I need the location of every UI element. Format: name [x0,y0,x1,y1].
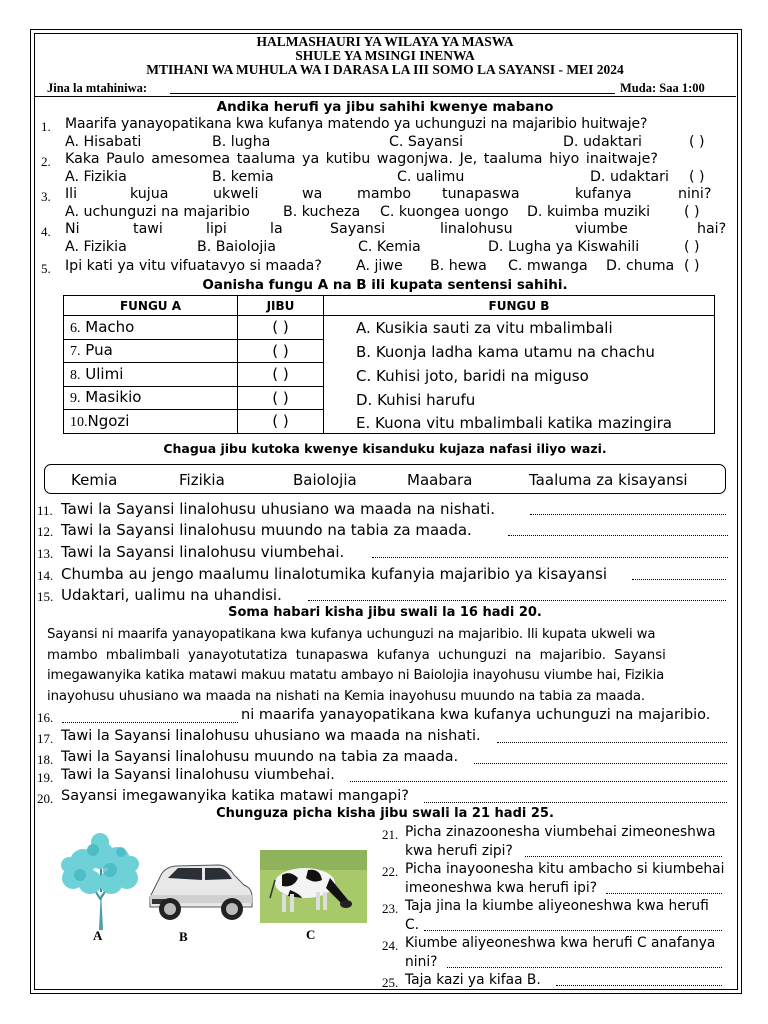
fungu-b-item-c: C. Kuhisi joto, baridi na miguso [356,367,589,385]
q14-text: Chumba au jengo maalumu linalotumika kufanyia majaribio ya kisayansi [61,565,608,583]
q17-number: 17. [37,731,54,746]
q4-word-4: la [270,221,283,237]
q24-line1: Kiumbe aliyeoneshwa kwa herufi C anafanya [405,935,716,951]
fungu-b-item-b: B. Kuonja ladha kama utamu na chachu [356,343,655,361]
row-number: 8. [70,367,81,383]
col-jibu: JIBU [238,296,324,316]
q1-text: Maarifa yanayopatikana kwa kufanya matendo ya uchunguzi na majaribio huitwaje? [65,116,648,132]
q3-option-c[interactable]: C. kuongea uongo [380,204,509,220]
col-fungu-b: FUNGU B [324,296,715,316]
cow-picture [260,850,367,923]
picture-label-c: C [306,927,316,942]
q4-word-8: hai? [697,221,727,237]
q2-option-a[interactable]: A. Fizikia [65,169,127,185]
section3-title: Chagua jibu kutoka kwenye kisanduku kujaza nafasi iliyo wazi. [163,441,607,456]
q25-line1: Taja kazi ya kifaa B. [405,972,541,988]
q5-option-a[interactable]: A. jiwe [356,258,403,274]
section5-title: Chunguza picha kisha jibu swali la 21 hadi 25. [216,806,554,821]
q1-option-c[interactable]: C. Sayansi [389,134,464,150]
q4-option-a[interactable]: A. Fizikia [65,239,127,255]
q4-option-d[interactable]: D. Lugha ya Kiswahili [488,239,640,255]
tree-picture [55,830,145,930]
q12-answer-line[interactable] [508,535,728,536]
q16-answer-line[interactable] [62,722,238,723]
q25-answer-line[interactable] [556,985,722,986]
q4-word-6: linalohusu [440,221,513,237]
q16-text: ni maarifa yanayopatikana kwa kufanya uchunguzi na majaribio. [241,707,711,723]
district-title: HALMASHAURI YA WILAYA YA MASWA [256,34,514,49]
picture-label-b: B [179,929,188,944]
q4-word-7: viumbe [575,221,628,237]
word-bank-item: Kemia [71,471,118,489]
row-item-a: Masikio [85,388,142,407]
q14-number: 14. [37,568,54,583]
q1-option-b[interactable]: B. lugha [212,134,271,150]
row-item-a: Ngozi [87,411,130,430]
q3-word-3: ukweli [213,186,259,202]
q23-number: 23. [382,901,399,916]
q4-answer-bracket[interactable]: ( ) [684,239,700,255]
section4-title: Soma habari kisha jibu swali la 16 hadi 20. [228,605,542,620]
q15-answer-line[interactable] [308,600,726,601]
q21-line2: kwa herufi zipi? [405,843,513,859]
q5-option-d[interactable]: D. chuma [606,258,675,274]
q4-word-3: lipi [206,221,227,237]
q21-line1: Picha zinazoonesha viumbehai zimeoneshwa [405,824,716,840]
word-bank-item: Fizikia [179,471,225,489]
q25-number: 25. [382,975,399,990]
q20-text: Sayansi imegawanyika katika matawi mangapi? [61,788,409,804]
q5-option-c[interactable]: C. mwanga [508,258,588,274]
row-number: 10. [70,414,88,430]
word-bank-item: Taaluma za kisayansi [529,471,688,489]
duration-label: Muda: Saa 1:00 [620,81,705,95]
q16-number: 16. [37,710,54,725]
q11-answer-line[interactable] [530,514,726,515]
q23-answer-line[interactable] [424,930,722,931]
q3-option-b[interactable]: B. kucheza [283,204,361,220]
q3-word-1: Ili [65,186,78,202]
q4-number: 4. [41,224,51,239]
q3-option-a[interactable]: A. uchunguzi na majaribio [65,204,250,220]
q2-option-c[interactable]: C. ualimu [397,169,465,185]
q21-number: 21. [382,827,399,842]
answer-bracket[interactable]: ( ) [238,339,324,363]
q3-option-d[interactable]: D. kuimba muziki [527,204,651,220]
q15-number: 15. [37,589,54,604]
q18-number: 18. [37,752,54,767]
q17-text: Tawi la Sayansi linalohusu uhusiano wa maada na nishati. [61,728,481,744]
q4-word-2: tawi [133,221,163,237]
q4-option-c[interactable]: C. Kemia [358,239,421,255]
candidate-name-line[interactable] [170,93,615,94]
fungu-b-item-a: A. Kusikia sauti za vitu mbalimbali [356,319,613,337]
q18-answer-line[interactable] [474,763,727,764]
q2-answer-bracket[interactable]: ( ) [689,169,705,185]
q3-word-7: kufanya [575,186,632,202]
word-bank-box [44,464,726,494]
q2-option-b[interactable]: B. kemia [212,169,274,185]
passage-line: Sayansi ni maarifa yanayopatikana kwa kufanya uchunguzi na majaribio. Ili kupata ukweli wa [47,627,656,642]
q19-answer-line[interactable] [350,781,727,782]
q17-answer-line[interactable] [497,742,727,743]
q13-text: Tawi la Sayansi linalohusu viumbehai. [61,543,345,561]
exam-title: MTIHANI WA MUHULA WA I DARASA LA III SOMO LA SAYANSI - MEI 2024 [146,62,624,77]
q1-option-a[interactable]: A. Hisabati [65,134,142,150]
car-picture [146,855,256,925]
q20-number: 20. [37,791,54,806]
q3-word-2: kujua [130,186,169,202]
q3-word-5: mambo [357,186,412,202]
q14-answer-line[interactable] [632,579,726,580]
fungu-b-item-e: E. Kuona vitu mbalimbali katika mazingira [356,414,672,432]
q1-answer-bracket[interactable]: ( ) [689,134,705,150]
q21-answer-line[interactable] [525,856,722,857]
school-title: SHULE YA MSINGI INENWA [295,48,475,63]
answer-bracket[interactable]: ( ) [238,386,324,410]
q5-option-b[interactable]: B. hewa [430,258,487,274]
q22-line2: imeoneshwa kwa herufi ipi? [405,880,598,896]
q2-text: Kaka Paulo amesomea taaluma ya kutibu wagonjwa. Je, taaluma hiyo inaitwaje? [65,151,658,167]
q20-answer-line[interactable] [424,802,727,803]
fungu-b-item-d: D. Kuhisi harufu [356,391,476,409]
q23-line2: C. [405,917,420,933]
q24-answer-line[interactable] [447,967,722,968]
q12-text: Tawi la Sayansi linalohusu muundo na tabia za maada. [61,521,472,539]
q5-number: 5. [41,261,51,276]
word-bank-item: Maabara [407,471,473,489]
q3-word-4: wa [302,186,323,202]
row-number: 7. [70,344,81,360]
answer-bracket[interactable]: ( ) [238,316,324,340]
matching-table [63,295,715,434]
q5-text: Ipi kati ya vitu vifuatavyo si maada? [65,258,322,274]
q19-number: 19. [37,770,54,785]
q5-answer-bracket[interactable]: ( ) [684,258,700,274]
section2-title: Oanisha fungu A na B ili kupata sentensi sahihi. [202,277,568,293]
q11-number: 11. [37,503,53,518]
q13-number: 13. [37,546,54,561]
header-divider [34,96,736,97]
col-fungu-a: FUNGU A [64,296,238,316]
q2-option-d[interactable]: D. udaktari [590,169,669,185]
passage-line: inayohusu uhusiano wa maada na nishati na Kemia inayohusu muundo na tabia za maada. [47,688,646,704]
q3-answer-bracket[interactable]: ( ) [684,204,700,220]
row-number: 9. [70,391,81,407]
q3-number: 3. [41,189,51,204]
answer-bracket[interactable]: ( ) [238,363,324,387]
q22-answer-line[interactable] [606,893,722,894]
q15-text: Udaktari, ualimu na uhandisi. [61,586,282,604]
reading-passage [47,625,737,707]
row-item-a: Pua [85,341,113,360]
q2-number: 2. [41,154,51,169]
q18-text: Tawi la Sayansi linalohusu muundo na tabia za maada. [61,749,459,765]
q3-word-6: tunapaswa [442,186,520,202]
q22-number: 22. [382,864,399,879]
picture-label-a: A [93,928,103,943]
row-number: 6. [70,320,81,336]
row-item-a: Macho [85,317,135,336]
q13-answer-line[interactable] [372,557,728,558]
word-bank-item: Baiolojia [293,471,357,489]
q1-option-d[interactable]: D. udaktari [563,134,642,150]
q4-word-5: Sayansi [330,221,386,237]
q22-line1: Picha inayoonesha kitu ambacho si kiumbehai [405,861,725,877]
q12-number: 12. [37,524,54,539]
q4-word-1: Ni [65,221,80,237]
q11-text: Tawi la Sayansi linalohusu uhusiano wa maada na nishati. [61,500,496,518]
passage-line: mambo mbalimbali yanayotutatiza tunapaswa kufanya uchunguzi na majaribio. Sayansi [47,647,666,663]
q4-option-b[interactable]: B. Baiolojia [197,239,277,255]
section1-title: Andika herufi ya jibu sahihi kwenye mabano [216,99,554,115]
row-item-a: Ulimi [85,364,124,383]
passage-line: imegawanyika katika matawi makuu matatu ambayo ni Baiolojia inayohusu viumbe hai, Fizikia [47,668,665,684]
q24-line2: nini? [405,954,438,970]
q23-line1: Taja jina la kiumbe aliyeoneshwa kwa herufi [405,898,709,914]
q19-text: Tawi la Sayansi linalohusu viumbehai. [61,767,335,783]
candidate-name-label: Jina la mtahiniwa: [47,81,148,95]
answer-bracket[interactable]: ( ) [238,410,324,434]
q1-number: 1. [41,119,51,134]
q24-number: 24. [382,938,399,953]
q3-word-8: nini? [678,186,712,202]
